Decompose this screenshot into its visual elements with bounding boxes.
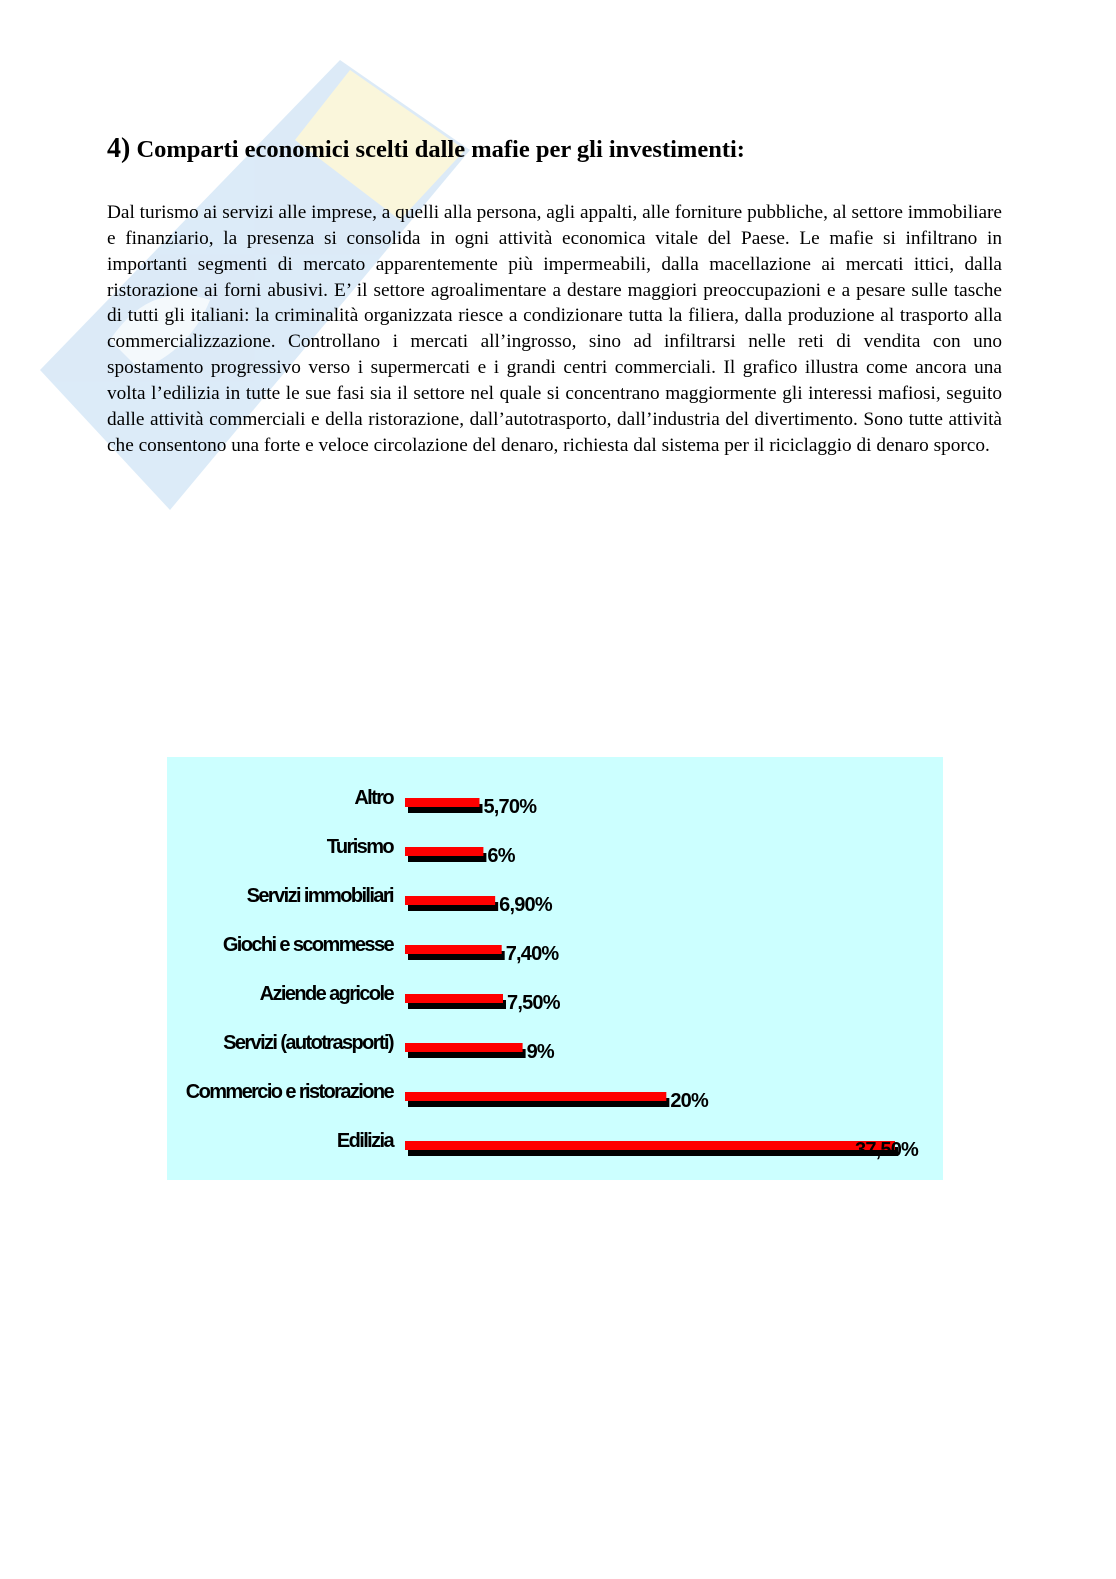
category-label: Altro xyxy=(354,787,393,809)
heading-number: 4) xyxy=(107,133,131,164)
category-label: Commercio e ristorazione xyxy=(185,1081,393,1103)
value-label: 6,90% xyxy=(499,894,552,916)
category-label: Servizi (autotrasporti) xyxy=(223,1032,393,1054)
bar xyxy=(405,847,483,856)
category-label: Turismo xyxy=(326,836,393,858)
value-label: 7,40% xyxy=(505,943,559,965)
bar xyxy=(405,798,479,807)
heading-text: Comparti economici scelti dalle mafie per gli investimenti: xyxy=(136,136,745,163)
sector-investment-chart xyxy=(167,757,943,1180)
value-label: 20% xyxy=(670,1090,708,1112)
value-label: 37,50% xyxy=(855,1139,919,1161)
bar xyxy=(405,1043,523,1052)
value-label: 5,70% xyxy=(483,796,537,818)
bar xyxy=(405,945,502,954)
value-label: 6% xyxy=(487,845,515,867)
value-label: 9% xyxy=(526,1041,554,1063)
section-heading xyxy=(107,133,745,165)
category-label: Giochi e scommesse xyxy=(222,934,393,956)
bar xyxy=(405,896,495,905)
category-label: Aziende agricole xyxy=(259,983,393,1005)
category-label: Servizi immobiliari xyxy=(246,885,393,907)
category-label: Edilizia xyxy=(336,1130,393,1152)
body-paragraph: Dal turismo ai servizi alle imprese, a quelli alla persona, agli appalti, alle forniture pubbliche, al settore immobiliare e finanziario, la presenza si consolida in ogni attività economica vitale del Paese. Le mafie si infiltrano in importanti segmenti di mercato apparentemente più impermeabili, dalla macellazione ai mercati ittici, dalla ristorazione ai forni abusivi. E’ il settore agroalimentare a destare maggiori preoccupazioni e a pesare sulle tasche di tutti gli italiani: la criminalità organizzata riesce a condizionare tutta la filiera, dalla produzione al trasporto alla commercializzazione. Controllano i mercati all’ingrosso, sino ad infiltrarsi nelle reti di vendita con uno spostamento progressivo verso i supermercati e i grandi centri commerciali. Il grafico illustra come ancora una volta l’edilizia in tutte le sue fasi sia il settore nel quale si concentrano maggiormente gli interessi mafiosi, seguito dalle attività commerciali e della ristorazione, dall’autotrasporto, dall’industria del divertimento. Sono tutte attività che consentono una forte e veloce circolazione del denaro, richiesta dal sistema per il riciclaggio di denaro sporco. xyxy=(107,202,1002,456)
bar xyxy=(405,994,503,1003)
bar xyxy=(405,1092,666,1101)
chart-canvas xyxy=(167,757,943,1180)
value-label: 7,50% xyxy=(507,992,560,1014)
bar xyxy=(405,1141,895,1150)
